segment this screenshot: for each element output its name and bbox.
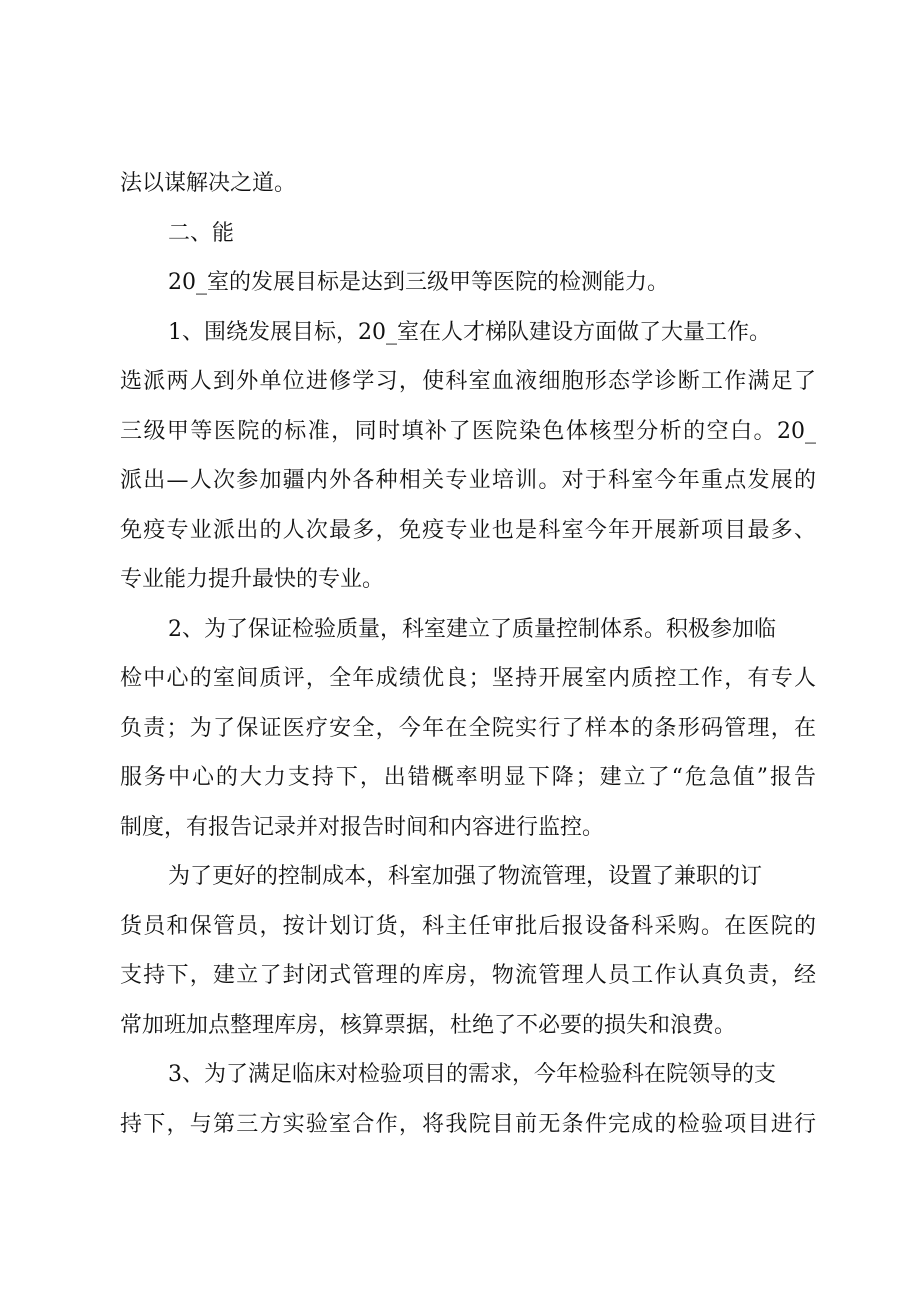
text-line bbox=[0, 610, 920, 650]
text-line-content: 1、围绕发展目标，20_室在人才梯队建设方面做了大量工作。 bbox=[168, 320, 771, 345]
text-line bbox=[0, 164, 920, 204]
text-line-content: 选派两人到外单位进修学习，使科室血液细胞形态学诊断工作满足了 bbox=[120, 369, 816, 394]
text-line-content: 检中心的室间质评，全年成绩优良；坚持开展室内质控工作，有专人 bbox=[120, 666, 816, 691]
text-line-content: 20_室的发展目标是达到三级甲等医院的检测能力。 bbox=[168, 270, 669, 295]
text-line bbox=[0, 560, 920, 600]
text-line bbox=[0, 1055, 920, 1095]
text-line-content: 为了更好的控制成本，科室加强了物流管理，设置了兼职的订 bbox=[168, 864, 763, 889]
text-line-content: 法以谋解决之道。 bbox=[120, 171, 297, 196]
section-heading bbox=[0, 214, 920, 254]
text-line-content: 持下，与第三方实验室合作，将我院目前无条件完成的检验项目进行 bbox=[120, 1112, 816, 1137]
text-line-content: 制度，有报告记录并对报告时间和内容进行监控。 bbox=[120, 815, 605, 840]
text-line-content: 三级甲等医院的标准，同时填补了医院染色体核型分析的空白。20_ bbox=[120, 419, 816, 444]
text-line-content: 2、为了保证检验质量，科室建立了质量控制体系。积极参加临 bbox=[168, 617, 776, 642]
text-line bbox=[0, 857, 920, 897]
text-line bbox=[0, 709, 920, 749]
text-line-content: 3、为了满足临床对检验项目的需求，今年检验科在院领导的支 bbox=[168, 1062, 776, 1087]
text-line-content: 派出—人次参加疆内外各种相关专业培训。对于科室今年重点发展的 bbox=[120, 468, 816, 493]
text-line-content: 负责；为了保证医疗安全，今年在全院实行了样本的条形码管理，在 bbox=[120, 716, 816, 741]
text-line bbox=[0, 758, 920, 798]
text-line bbox=[0, 263, 920, 303]
text-line-content: 货员和保管员，按计划订货，科主任审批后报设备科采购。在医院的 bbox=[120, 914, 816, 939]
text-line-content: 免疫专业派出的人次最多，免疫专业也是科室今年开展新项目最多、 bbox=[120, 518, 816, 543]
text-line bbox=[0, 808, 920, 848]
text-line bbox=[0, 1105, 920, 1145]
text-line-content: 常加班加点整理库房，核算票据，杜绝了不必要的损失和浪费。 bbox=[120, 1013, 737, 1038]
text-line bbox=[0, 412, 920, 452]
text-line bbox=[0, 313, 920, 353]
text-line-content: 专业能力提升最快的专业。 bbox=[120, 567, 385, 592]
text-line bbox=[0, 1006, 920, 1046]
text-line bbox=[0, 659, 920, 699]
text-line bbox=[0, 956, 920, 996]
text-line bbox=[0, 511, 920, 551]
text-line-content: 服务中心的大力支持下，出错概率明显下降；建立了“危急值”报告 bbox=[120, 765, 816, 790]
text-line-content: 支持下，建立了封闭式管理的库房，物流管理人员工作认真负责，经 bbox=[120, 963, 816, 988]
text-line bbox=[0, 461, 920, 501]
section-heading-text: 二、能 bbox=[168, 221, 235, 246]
text-line bbox=[0, 907, 920, 947]
text-line bbox=[0, 362, 920, 402]
